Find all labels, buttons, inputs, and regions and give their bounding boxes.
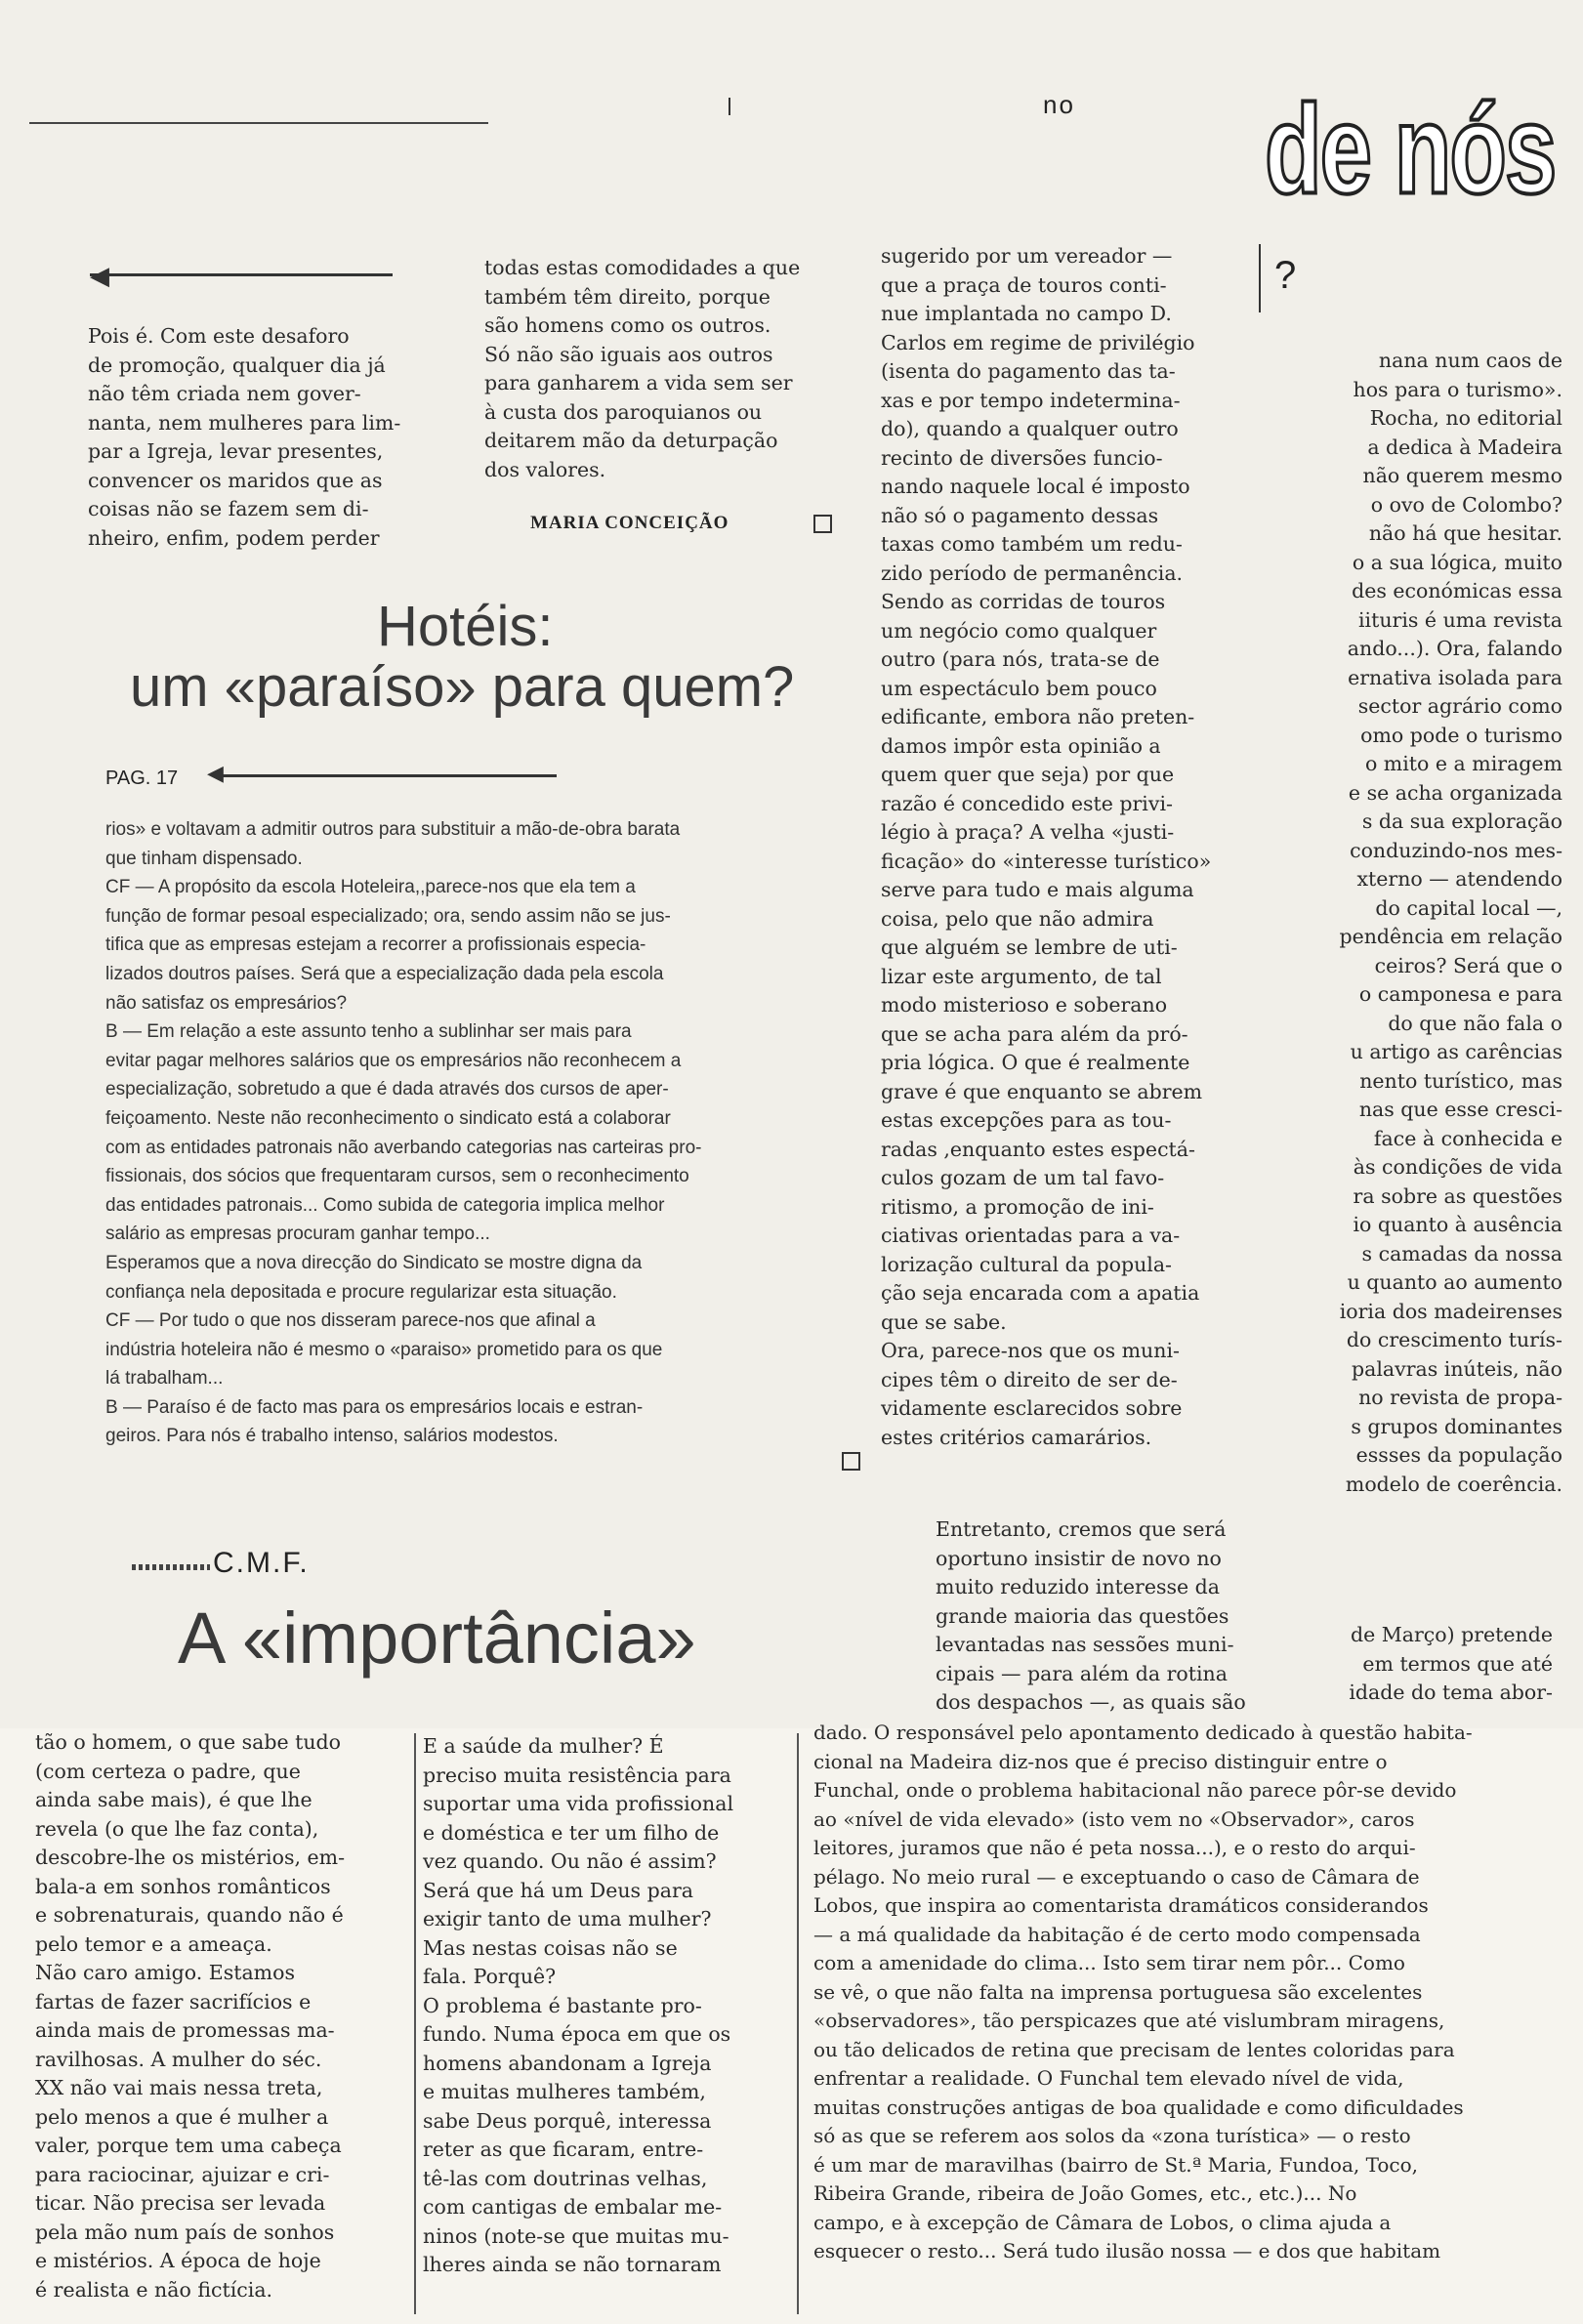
- cmf-label: C.M.F.: [213, 1547, 310, 1579]
- page-reference: PAG. 17: [105, 768, 179, 789]
- page-ref-arrow-icon: ◀: [207, 762, 224, 786]
- middle-column-text: todas estas comodidades a que também têm direito, porque são homens como os outros. Só não são iguais aos outros para ganharem a vida sem ser à custa dos paroquianos ou deitarem mão da deturpação dos valores.: [484, 256, 801, 481]
- header-section-title: de nós: [1265, 79, 1556, 221]
- page-ref-arrow-line: [215, 774, 557, 777]
- column-divider-1: [414, 1733, 416, 2314]
- left-arrow-icon: ◀: [90, 262, 109, 291]
- header-center-word: no: [1043, 90, 1075, 119]
- cmf-body-top: Entretanto, cremos que será oportuno insistir de novo no muito reduzido interesse da grande maioria das questões levantadas nas sessões muni- cipais — para além da rotina dos despachos —, as quais são: [936, 1517, 1246, 1714]
- far-right-column-text: nana num caos de hos para o turismo». Rocha, no editorial a dedica à Madeira não querem mesmo o ovo de Colombo? não há que hesitar. o a sua lógica, muito des económicas essa iituris é uma revista ando...). Ora, falando ernativa isolada para sector agrário como omo pode o turismo o mito e a miragem e se acha organizada s da sua exploração conduzindo-nos mes- xterno — atendendo do capital local —, pendência em relação ceiros? Será que o o camponesa e para do que não fala o u artigo as carências nento turístico, mas nas que esse cresci- face à conhecida e às condições de vida ra sobre as questões io quanto à ausência s camadas da nossa u quanto ao aumento ioria dos madeirenses do crescimento turís- palavras inúteis, não no revista de propa- s grupos dominantes essses da população modelo de coerência.: [1339, 349, 1562, 1496]
- right-column-text: sugerido por um vereador — que a praça de touros conti- nue implantada no campo D. Carlos em regime de privilégio (isenta do pagamento das ta- xas e por tempo indetermina- do), quando a qualquer outro recinto de diversões funcio- nando naquele local é imposto não só o pagamento dessas taxas como também um redu- zido período de permanência. Sendo as corridas de touros um negócio como qualquer outro (para nós, trata-se de um espectáculo bem pouco edificante, embora não preten- damos impôr esta opinião a quem quer que seja) por que razão é concedido este privi- légio à praça? A velha «justi- ficação» do «interesse turístico» serve para tudo e mais alguma coisa, pelo que não admira que alguém se lembre de uti- lizar este argumento, de tal modo misterioso e soberano que se acha para além da pró- pria lógica. O que é realmente grave é que enquanto se abrem estas excepções para as tou- radas ,enquanto estes espectá- culos gozam de um tal favo- ritismo, a promoção de ini- ciativas orientadas para a va- lorização cultural da popula- ção seja encarada com a apatia que se sabe. Ora, parece-nos que os muni- cipes têm o direito de ser de- vidamente esclarecidos sobre estes critérios camarários.: [881, 244, 1212, 1449]
- question-mark: ?: [1274, 254, 1297, 297]
- byline: MARIA CONCEIÇÃO: [530, 513, 729, 533]
- far-right-bracket: [1259, 244, 1261, 312]
- cmf-title: A «importância»: [178, 1598, 696, 1679]
- hoteis-title-line2: um «paraíso» para quem?: [130, 655, 795, 719]
- end-square-icon-2: [842, 1452, 860, 1471]
- cmf-fragment-right: de Março) pretende em termos que até idade do tema abor-: [1349, 1623, 1553, 1704]
- end-square-icon: [813, 515, 832, 533]
- bottom-left-text: tão o homem, o que sabe tudo (com certeza o padre, que ainda sabe mais), é que lhe revela (o que lhe faz conta), descobre-lhe os mistérios, em- bala-a em sonhos românticos e sobrenaturais, quando não é pelo temor e a ameaça. Não caro amigo. Estamos fartas de fazer sacrifícios e ainda mais de promessas ma- ravilhosas. A mulher do séc. XX não vai mais nessa treta, pelo menos a que é mulher a valer, porque tem uma cabeça para raciocinar, ajuizar e cri- ticar. Não precisa ser levada pela mão num país de sonhos e mistérios. A época de hoje é realista e não fictícia.: [35, 1730, 345, 2302]
- hoteis-body: rios» e voltavam a admitir outros para substituir a mão-de-obra barata que tinham dispensado. CF — A propósito da escola Hoteleira,,parece-nos que ela tem a função de formar pesoal especializado; ora, sendo assim não se jus- tifica que as empresas estejam a recorrer a profissionais especia- lizados doutros países. Será que a especialização dada pela escola não satisfaz os empresários? B — Em relação a este assunto tenho a sublinhar ser mais para evitar pagar melhores salários que os empresários não reconhecem a especialização, sobretudo a que é dada através dos cursos de aper- feiçoamento. Neste não reconhecimento o sindicato está a colaborar com as entidades patronais não averbando categorias nas carteiras pro- fissionais, dos sócios que frequentaram cursos, sem o reconhecimento das entidades patronais... Como subida de categoria implica melhor salário as empresas procuram ganhar tempo... Esperamos que a nova direcção do Sindicato se mostre digna da confiança nela depositada e procure regularizar esta situação. CF — Por tudo o que nos disseram parece-nos que afinal a indústria hoteleira não é mesmo o «paraiso» prometido para os que lá trabalham... B — Paraíso é de facto mas para os empresários locais e estran- geiros. Para nós é trabalho intenso, salários modestos.: [105, 819, 702, 1447]
- bottom-right-text: dado. O responsável pelo apontamento dedicado à questão habita- cional na Madeira diz-nos que é preciso distinguir entre o Funchal, onde o problema habitacional não parece pôr-se devido ao «nível de vida elevado» (isto vem no «Observador», caros leitores, juramos que não é peta nossa...), e o resto do arqui- pélago. No meio rural — e exceptuando o caso de Câmara de Lobos, que inspira ao comentarista dramáticos considerandos — a má qualidade da habitação é de certo modo compensada com a amenidade do clima... Isto sem tirar nem pôr... Como se vê, o que não falta na imprensa portuguesa são excelentes «observadores», tão perspicazes que até vislumbram miragens, ou tão delicados de retina que precisam de lentes coloridas para enfrentar a realidade. O Funchal tem elevado nível de vida, muitas construções antigas de boa qualidade e como dificuldades só as que se referem aos solos da «zona turística» — o resto é um mar de maravilhas (bairro de St.ª Maria, Fundoa, Toco, Ribeira Grande, ribeira de João Gomes, etc., etc.)... No campo, e à excepção de Câmara de Lobos, o clima ajuda a esquecer o resto... Será tudo ilusão nossa — e dos que habitam: [813, 1721, 1473, 2262]
- column-divider-2: [797, 1733, 799, 2314]
- left-column-text: Pois é. Com este desaforo de promoção, qualquer dia já não têm criada nem gover- nanta, nem mulheres para lim- par a Igreja, levar presentes, convencer os maridos que as coisas não se fazem sem di- nheiro, enfim, podem perder: [88, 324, 401, 550]
- bottom-middle-text: E a saúde da mulher? É preciso muita resistência para suportar uma vida profissional e doméstica e ter um filho de vez quando. Ou não é assim? Será que há um Deus para exigir tanto de uma mulher? Mas nestas coisas não se fala. Porquê? O problema é bastante pro- fundo. Numa época em que os homens abandonam a Igreja e muitas mulheres também, sabe Deus porquê, interessa reter as que ficaram, entre- tê-las com doutrinas velhas, com cantigas de embalar me- ninos (note-se que muitas mu- lheres ainda se não tornaram: [423, 1734, 734, 2276]
- header-rule: [29, 122, 488, 124]
- cmf-rule: [132, 1564, 210, 1570]
- hoteis-title-line1: Hotéis:: [377, 595, 554, 658]
- left-arrow-line: [90, 273, 393, 276]
- header-tick: [729, 98, 730, 115]
